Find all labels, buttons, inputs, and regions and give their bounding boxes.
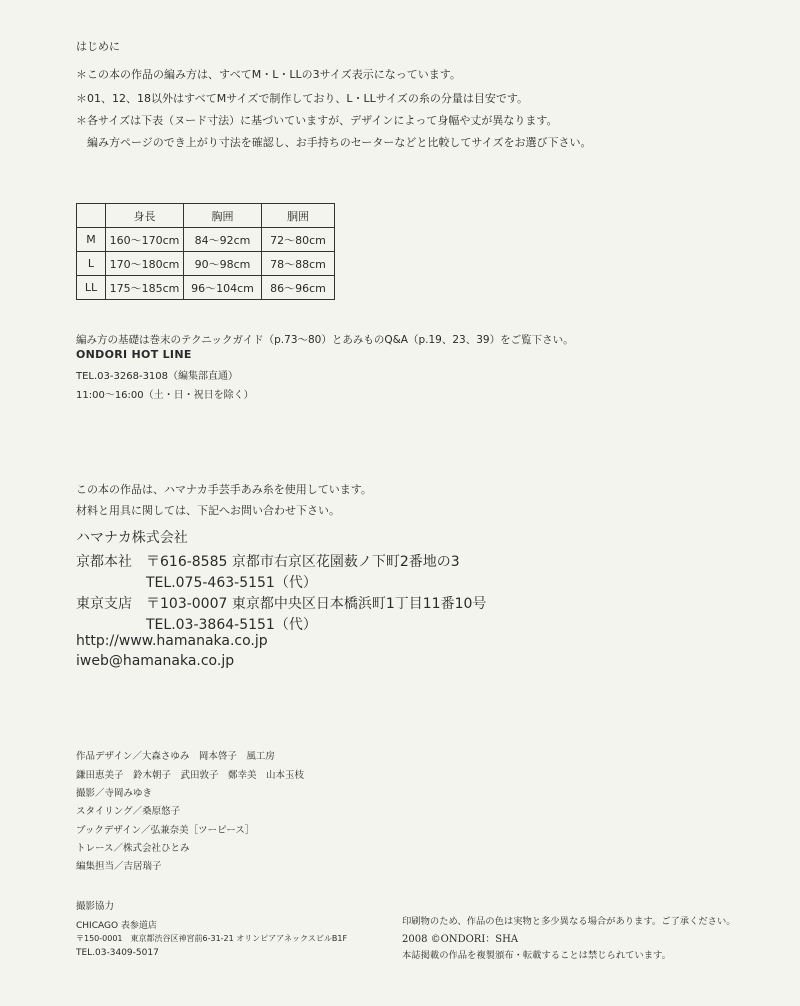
intro-heading: はじめに [76,40,120,53]
print-color-notice: 印刷物のため、作品の色は実物と多少異なる場合があります。ご了承ください。 [402,916,736,927]
tokyo-office-tel: TEL.03-3864-5151（代） [146,617,317,633]
size-label: LL [77,276,106,300]
height-value: 170〜180cm [106,252,184,276]
header-height: 身長 [106,204,184,228]
intro-line-3: ＊各サイズは下表（ヌード寸法）に基づいていますが、デザインによって身幅や丈が異なります。 [76,114,558,127]
credit-line-2: 鎌田恵美子 鈴木朝子 武田敦子 鄭幸美 山本玉枝 [76,770,305,781]
email-link[interactable]: iweb@hamanaka.co.jp [76,653,235,669]
height-value: 160〜170cm [106,228,184,252]
website-link[interactable]: http://www.hamanaka.co.jp [76,633,268,649]
reproduction-notice: 本誌掲載の作品を複製頒布・転載することは禁じられています。 [402,950,671,961]
intro-line-4: 編み方ページのでき上がり寸法を確認し、お手持ちのセーターなどと比較してサイズをお選び下さい。 [76,136,592,149]
size-label: L [77,252,106,276]
table-corner-cell [77,204,106,228]
header-bust: 胸囲 [184,204,262,228]
height-value: 175〜185cm [106,276,184,300]
waist-value: 86〜96cm [262,276,335,300]
table-row [77,276,335,300]
waist-value: 78〜88cm [262,252,335,276]
hotline-hours: 11:00〜16:00（土・日・祝日を除く） [76,390,254,401]
yarn-note-line-1: この本の作品は、ハマナカ手芸手あみ糸を使用しています。 [76,483,372,496]
cooperation-title: 撮影協力 [76,901,115,912]
size-table [76,203,335,300]
technique-guide-note: 編み方の基礎は巻末のテクニックガイド（p.73〜80）とあみものQ&A（p.19、23、39）をご覧下さい。 [76,334,574,346]
bust-value: 90〜98cm [184,252,262,276]
intro-line-2: ＊01、12、18以外はすべてMサイズで制作しており、L・LLサイズの糸の分量は目安です。 [76,92,529,105]
company-name: ハマナカ株式会社 [76,530,188,546]
waist-value: 72〜80cm [262,228,335,252]
intro-line-1: ＊この本の作品の編み方は、すべてM・L・LLの3サイズ表示になっています。 [76,68,461,81]
table-row [77,228,335,252]
bust-value: 96〜104cm [184,276,262,300]
cooperation-shop: CHICAGO 表参道店 [76,921,157,931]
tokyo-office-address: 〒103-0007 東京都中央区日本橋浜町1丁目11番10号 [146,596,487,612]
credit-line-6: トレース／株式会社ひとみ [76,843,190,854]
tokyo-office-label: 東京支店 [76,596,132,612]
size-label: M [77,228,106,252]
copyright: 2008 ©ONDORI：SHA [402,934,519,945]
header-waist: 胴囲 [262,204,335,228]
credit-line-5: ブックデザイン／弘兼奈美［ツーピース］ [76,825,255,836]
hotline-tel: TEL.03-3268-3108（編集部直通） [76,371,239,382]
yarn-note-line-2: 材料と用具に関しては、下記へお問い合わせ下さい。 [76,504,340,517]
kyoto-office-address: 〒616-8585 京都市右京区花園薮ノ下町2番地の3 [146,554,460,570]
credit-line-3: 撮影／寺岡みゆき [76,788,153,799]
hotline-title: ONDORI HOT LINE [76,348,192,361]
kyoto-office-tel: TEL.075-463-5151（代） [146,575,317,591]
size-table-header [77,204,335,228]
credit-line-7: 編集担当／吉居瑞子 [76,861,162,872]
credit-line-4: スタイリング／桑原悠子 [76,806,181,817]
cooperation-address: 〒150-0001 東京都渋谷区神宮前6-31-21 オリンピアアネックスビルB1F [76,934,348,943]
bust-value: 84〜92cm [184,228,262,252]
table-row [77,252,335,276]
kyoto-office-label: 京都本社 [76,554,132,570]
credit-line-1: 作品デザイン／大森さゆみ 岡本啓子 風工房 [76,751,275,762]
cooperation-tel: TEL.03-3409-5017 [76,948,159,958]
